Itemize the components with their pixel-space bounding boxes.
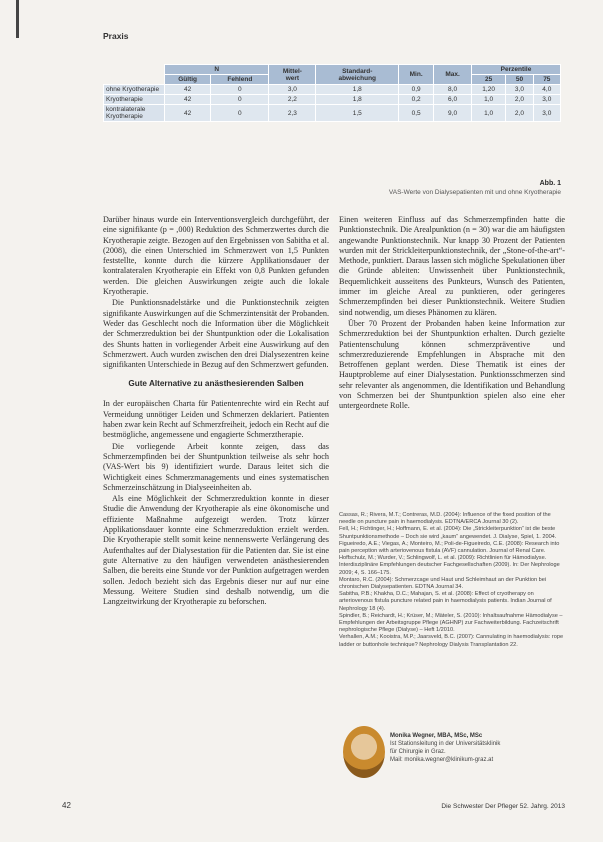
paragraph: Als eine Möglichkeit der Schmerzreduktion konnte in dieser Studie die Anwendung der Kryotherapie als eine ökonomische und effiziente Maßnahme aufgezeigt werden. Trotz kürzer Applikationsdauer konnte eine Schmerzreduktion erzielt werden. Die Kryotherapie stellt somit keine nennenswerte Verlängerung des Aufenthaltes auf der Dialysestation für die Patienten dar. Sie ist eine gute Alternative zu den häufigen verwendeten anästhesierenden Salben, die bereits eine Stunde vor der Punktion aufgetragen werden sollen. Jedoch bezieht sich das Ergebnis dieser nur auf nur eine Messung. Weitere Studien sind deshalb notwendig, um die Langzeitwirkung der Kryotherapie zu beforschen. [103,494,329,607]
cell: 4,0 [533,85,560,95]
cell: 2,0 [506,95,533,105]
cell: 1,0 [471,105,505,122]
cell: 0 [211,105,269,122]
row-label: ohne Kryotherapie [104,85,165,95]
cell: 0 [211,85,269,95]
cell: 1,20 [471,85,505,95]
cell: 8,0 [434,85,472,95]
row-label: Kryotherapie [104,95,165,105]
col-min: Min. [399,65,434,85]
author-line: Ist Stationsleitung in der Universitätsklinik [390,741,501,747]
cell: 3,0 [533,95,560,105]
cell: 2,2 [269,95,316,105]
references [339,512,565,649]
cell: 1,8 [316,85,399,95]
text-column-left [103,215,329,608]
col-standardabweichung: Standard- abweichung [316,65,399,85]
page-number: 42 [62,801,71,810]
cell: 3,0 [533,105,560,122]
cell: 1,0 [471,95,505,105]
col-p75: 75 [533,75,560,85]
figure-label: Abb. 1 [539,180,561,187]
cell: 42 [165,105,211,122]
cell: 0,9 [399,85,434,95]
cell: 0 [211,95,269,105]
col-fehlend: Fehlend [211,75,269,85]
col-p50: 50 [506,75,533,85]
cell: 9,0 [434,105,472,122]
cell: 0,5 [399,105,434,122]
cell: 2,3 [269,105,316,122]
table-corner-2 [104,75,165,85]
text-column-right [339,215,565,413]
cell: 42 [165,85,211,95]
table-row [104,85,561,95]
paragraph: Über 70 Prozent der Probanden haben keine Information zur Schmerzreduktion bei der Shuntpunktion erhalten. Durch gezielte Patientenschulung können schmerzpräventive und schmerzreduzierende Empfehlungen in Absprache mit den Betroffenen geplant werden. Diese Thematik ist eines der Hauptprobleme auf einer Dialysestation. Punktionsschmerzen sind sehr relevanter als angenommen, die Identifikation und Behandlung von Schmerzen bei der Shuntpunktion spielen also eine eher untergeordnete Rolle. [339,318,565,411]
cell: 2,0 [506,105,533,122]
author-line: für Chirurgie in Graz. [390,749,446,755]
journal-footer: Die Schwester Der Pfleger 52. Jahrg. 2013 [441,803,565,810]
paragraph: Die vorliegende Arbeit konnte zeigen, dass das Schmerzempfinden bei der Shuntpunktion teilweise als sehr hoch (VAS-Wert bis 9) identifiziert wurde. Daraus leitet sich die Wichtigkeit eines Schmerzmanagements und eines systematischen Schmerzeinschätzung in Dialyseeinheiten ab. [103,441,329,492]
cell: 3,0 [506,85,533,95]
table-row [104,95,561,105]
reference-item: Figueiredo, A.E.; Viegas, A.; Monteiro, M.; Poli-de-Figueiredo, C.E. (2008): Research into pain perception with arteriovenous fistula (AVF) cannulation. Journal of Renal Care. [339,540,560,555]
reference-item: Sabitha, P.B.; Khakha, D.C.; Mahajan, S. et al. (2008): Effect of cryotherapy on arteriovenous fistula puncture related pain in haemodialysis patients. Indian Journal of Nephrology 18 (4). [339,591,552,612]
row-label: kontralaterale Kryotherapie [104,105,165,122]
cell: 1,8 [316,95,399,105]
col-p25: 25 [471,75,505,85]
reference-item: Fell, H.; Fichtinger, H.; Hoffmann, E. et al. (2004): Die „Strickleiterpunktion“ ist die beste Shuntpunktionsmethode – Doch sie wird „kaum“ angewendet. J. Dialyse, Spiel, 1. 2004. [339,526,557,540]
author-photo [343,726,385,778]
section-header: Praxis [103,31,129,41]
paragraph: Einen weiteren Einfluss auf das Schmerzempfinden hatte die Punktionstechnik. Die Arealpunktion (n = 30) war die am häufigsten angewandte Punktionstechnik. Nur knapp 30 Prozent der Patienten wurden mit der Strickleiterpunktionstechnik, der „Stone-of-the-art“-Methode, punktiert. Daraus lassen sich mögliche Spekulationen über die Gründe ableiten: Unwissenheit über Punktionstechnik, Bequemlichkeit ausseitens des Punkteurs, Wunsch des Patienten, immer im gleiche Areal zu punktieren, oder geringeres Schmerzempfinden bei dieser Punktionstechnik. Weitere Studien sind notwendig, um dieses Phänomen zu klären. [339,215,565,317]
paragraph: Die Punktionsnadelstärke und die Punktionstechnik zeigten signifikante Auswirkungen auf die Schmerzintensität der Probanden. Weder das Geschlecht noch die Information über die Möglichkeit der Schmerzreduktion bei der Shuntpunktion oder die Lokalisation des Shunts hatten in vorliegender Arbeit eine Auswirkung auf den Schmerzwert. Auch wurden zwischen den drei Dialysezentren keine signifikanten Unterschiede in Bezug auf den Schmerzwert gefunden. [103,298,329,370]
reference-item: Verhallen, A.M.; Kooistra, M.P.; Jaarsveld, B.C. (2007): Cannulating in haemodialysis: rope ladder or buttonhole technique? Nephrology Dialysis Transplantation 22. [339,634,564,648]
vas-table [103,64,561,122]
table-row [104,105,561,122]
table-corner [104,65,165,75]
col-perzentile: Perzentile [471,65,560,75]
reference-item: Montaro, R.C. (2004): Schmerzcage und Haut und Schleimhaut an der Punktion bei chronischen Dialysepatienten. EDTNA Journal 34. [339,576,547,591]
subheading: Gute Alternative zu anästhesierenden Salben [128,379,304,389]
col-gueltig: Gültig [165,75,211,85]
cell: 1,5 [316,105,399,122]
reference-item: Hoffschulz, M.; Wurder, V.; Schlingwolf, L. et al. (2009): Richtlinien für Hämodialyse. Interdisziplinäre Empfehlungen deutscher Fachgesellschaften (2009). In: Der Nephrologe 2009; 4, S. 166–175. [339,555,560,576]
author-box [390,732,565,764]
author-name: Monika Wegner, MBA, MSc, MSc [390,733,483,739]
reference-item: Cassas, R.; Rivera, M.T.; Contreras, M.D. (2004): Influence of the fixed position of the needle on puncture pain in haemodialysis. EDTNA/ERCA Journal 30 (2). [339,512,551,526]
paragraph: In der europäischen Charta für Patientenrechte wird ein Recht auf Vermeidung unnötiger Leiden und Schmerzen deklariert. Patienten haben zwar kein Recht auf Schmerzfreiheit, jedoch ein Recht auf die bestmögliche, angemessene und engagierte Schmerztherapie. [103,399,329,440]
author-email: Mail: monika.wegner@klinikum-graz.at [390,757,494,763]
col-n: N [165,65,269,75]
cell: 42 [165,95,211,105]
col-mittelwert: Mittel- wert [269,65,316,85]
paragraph: Darüber hinaus wurde ein Interventionsvergleich durchgeführt, der eine signifikante (p = ,000) Reduktion des Schmerzwertes durch die Kryotherapie zeigte. Bezogen auf den Ergebnissen von Sabitha et al. (2008), die einen Unterschied im Schmerzwert von 1,5 Punkten feststellte, konnte durch die kürzere Applikationsdauer der kontralateralen Kryotherapie ein Effekt von 0,8 Punkten gefunden werden. Die gleichen Auswirkungen zeigte auch die lokale Kryotherapie. [103,215,329,297]
col-max: Max. [434,65,472,85]
page-edge-rule [16,0,19,38]
cell: 3,0 [269,85,316,95]
cell: 6,0 [434,95,472,105]
figure-caption: VAS-Werte von Dialysepatienten mit und ohne Kryotherapie [388,189,561,196]
cell: 0,2 [399,95,434,105]
reference-item: Spindler, B.; Reichardt, H.; Krüser, M.; Mäteler, S. (2010): Inhaltsaufnahme Hämodialyse – Empfehlungen der Arbeitsgruppe Pflege (AGHNP) zur Fachweiterbildung. Fachzeitschrift nephrologische Pflege (Dialyse) – Heft 1/2010. [339,612,563,634]
